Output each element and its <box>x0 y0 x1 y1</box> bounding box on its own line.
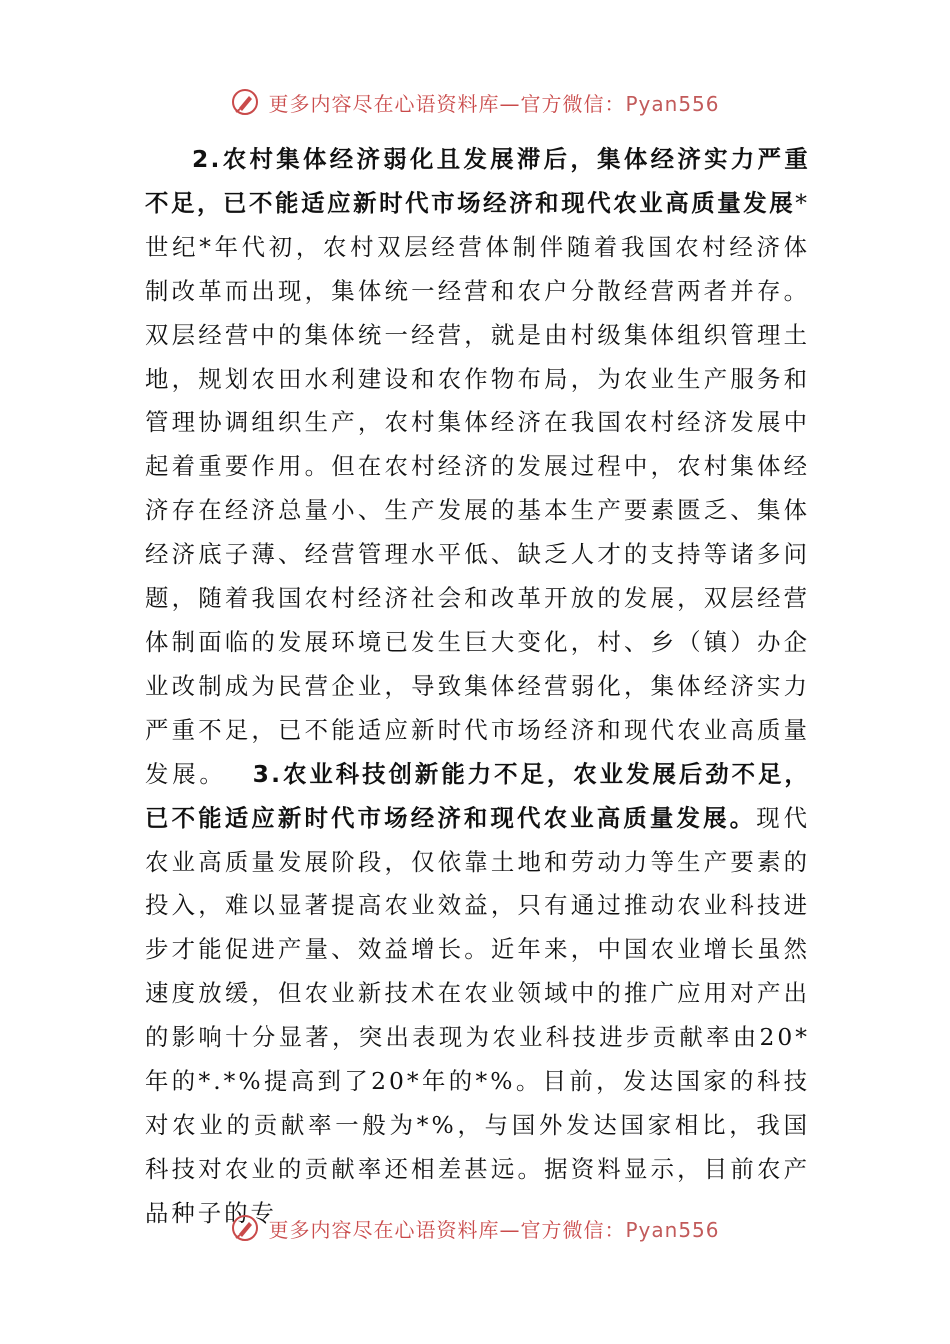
footer-watermark-banner <box>0 1208 950 1248</box>
section-2-heading: 2.农村集体经济弱化且发展滞后，集体经济实力严重不足，已不能适应新时代市场经济和现代农业高质量发展 <box>145 145 810 217</box>
pen-seal-icon <box>230 87 260 117</box>
wechat-handle: Pyan556 <box>625 91 720 116</box>
wechat-handle: Pyan556 <box>625 1217 720 1242</box>
header-watermark-banner <box>0 82 950 122</box>
section-3-heading: 3.农业科技创新能力不足，农业发展后劲不足，已不能适应新时代市场经济和现代农业高质量发展。 <box>145 759 811 832</box>
pen-seal-icon <box>230 1213 260 1243</box>
watermark-text: 更多内容尽在心语资料库—官方微信：Pyan556 <box>268 91 720 116</box>
watermark-text: 更多内容尽在心语资料库—官方微信：Pyan556 <box>268 1217 720 1242</box>
section-3-body: 现代农业高质量发展阶段，仅依靠土地和劳动力等生产要素的投入，难以显著提高农业效益，只有通过推动农业科技进步才能促进产量、效益增长。近年来，中国农业增长虽然速度放缓，但农业新技术在农业领域中的推广应用对产出的影响十分显著，突出表现为农业科技进步贡献率由20*年的*.*%提高到了20*年的*%。目前，发达国家的科技对农业的贡献率一般为*%，与国外发达国家相比，我国科技对农业的贡献率还相差甚远。据资料显示，目前农产品种子的专 <box>145 803 810 1227</box>
paragraph-section-2 <box>145 138 810 1236</box>
section-2-body: *世纪*年代初，农村双层经营体制伴随着我国农村经济体制改革而出现，集体统一经营和农户分散经营两者并存。双层经营中的集体统一经营，就是由村级集体组织管理土地，规划农田水利建设和农作物布局，为农业生产服务和管理协调组织生产，农村集体经济在我国农村经济发展中起着重要作用。但在农村经济的发展过程中，农村集体经济存在经济总量小、生产发展的基本生产要素匮乏、集体经济底子薄、经营管理水平低、缺乏人才的支持等诸多问题，随着我国农村经济社会和改革开放的发展，双层经营体制面临的发展环境已发生巨大变化，村、乡（镇）办企业改制成为民营企业，导致集体经营弱化，集体经济实力严重不足，已不能适应新时代市场经济和现代农业高质量发展。 <box>145 188 810 788</box>
document-body <box>145 138 810 1236</box>
